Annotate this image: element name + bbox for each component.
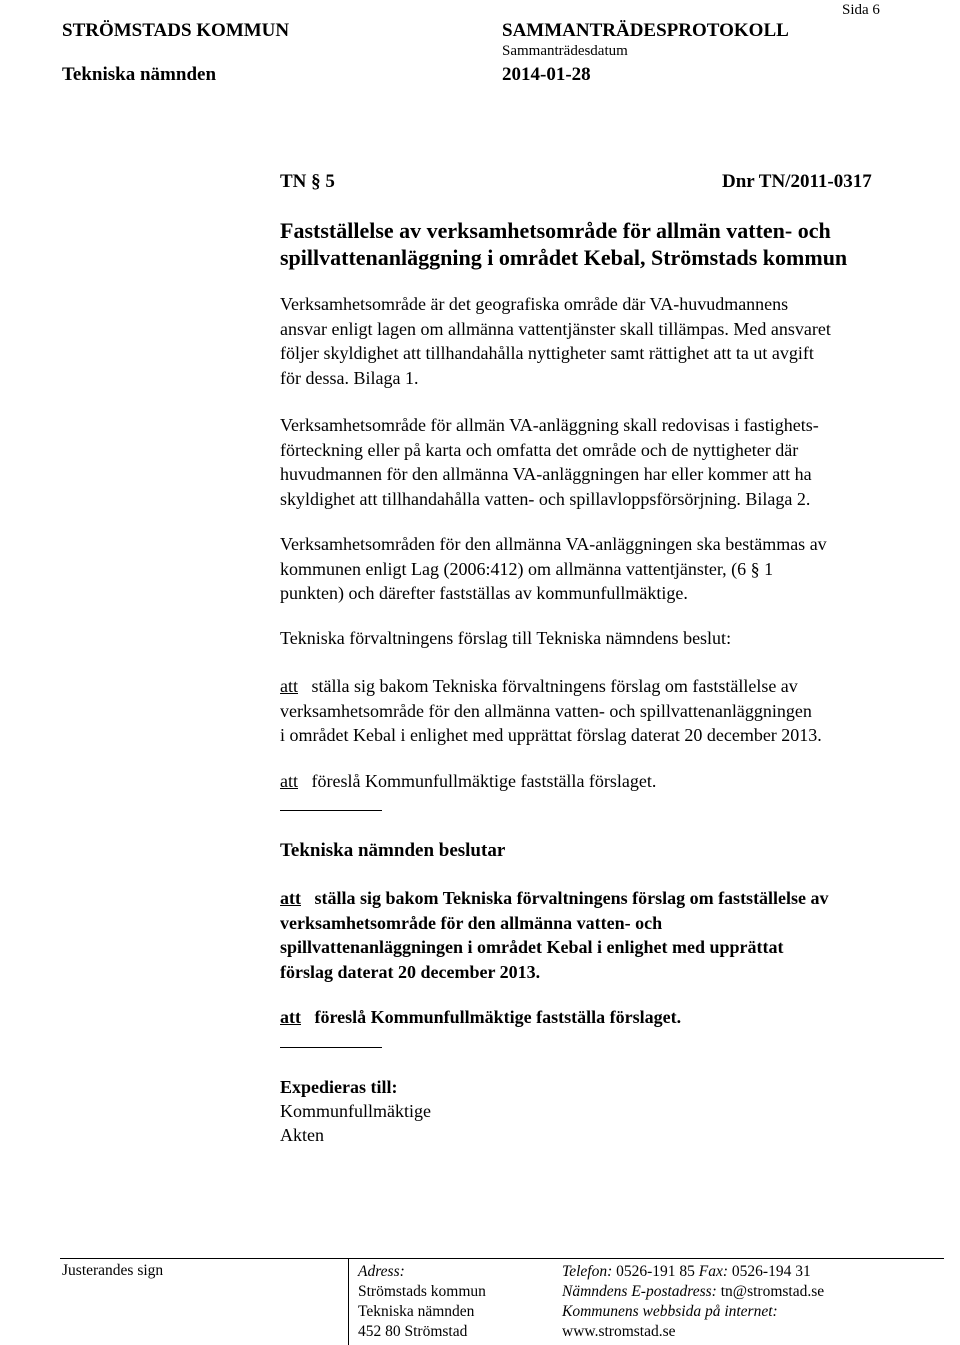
footer-divider	[348, 1258, 349, 1345]
proposal-att-1-line-1: ställa sig bakom Tekniska förvaltningens förslag om fastställelse av	[311, 676, 798, 696]
item-number: TN § 5	[280, 171, 335, 192]
page-number: Sida 6	[842, 2, 880, 18]
diary-number: Dnr TN/2011-0317	[722, 171, 872, 192]
item-title-line-1: Fastställelse av verksamhetsområde för allmän vatten- och	[280, 218, 831, 243]
address-line: Strömstads kommun	[358, 1283, 486, 1300]
paragraph-3	[280, 532, 827, 606]
committee-name: Tekniska nämnden	[62, 64, 217, 85]
fax-label: Fax:	[698, 1263, 729, 1280]
paragraph-line: Verksamhetsområden för den allmänna VA-anläggningen ska bestämmas av	[280, 534, 827, 554]
paragraph-line: punkten) och därefter fastställas av kommunfullmäktige.	[280, 583, 688, 603]
address-line: 452 80 Strömstad	[358, 1323, 468, 1340]
proposal-att-1	[280, 674, 822, 748]
decision-att-1-line-1: ställa sig bakom Tekniska förvaltningens förslag om fastställelse av	[314, 888, 829, 908]
att-keyword: att	[280, 1007, 301, 1027]
paragraph-line: huvudmannen för den allmänna VA-anläggningen har eller kommer att ha	[280, 464, 812, 484]
proposal-att-2-text: föreslå Kommunfullmäktige fastställa förslaget.	[311, 771, 657, 791]
decision-att-1-line-4: förslag daterat 20 december 2013.	[280, 961, 541, 982]
recipient: Kommunfullmäktige	[280, 1101, 431, 1121]
decision-att-1-line-2: verksamhetsområde för den allmänna vatten- och	[280, 912, 663, 933]
decision-att-1-line-3: spillvattenanläggningen i området Kebal i enlighet med upprättat	[280, 937, 784, 957]
decision-att-2	[280, 1005, 681, 1030]
footer-top-rule	[60, 1258, 944, 1259]
org-name: STRÖMSTADS KOMMUN	[62, 20, 290, 41]
item-title-line-2: spillvattenanläggning i området Kebal, Strömstads kommun	[280, 245, 848, 270]
paragraph-1	[280, 292, 831, 390]
recipient: Akten	[280, 1125, 324, 1145]
paragraph-line: skyldighet att tillhandahålla vatten- och spillavloppsförsörjning. Bilaga 2.	[280, 488, 811, 509]
address-label: Adress:	[358, 1263, 405, 1280]
decision-att-2-text: föreslå Kommunfullmäktige fastställa förslaget.	[314, 1007, 682, 1027]
att-keyword: att	[280, 676, 298, 696]
phone-number: 0526-191 85	[616, 1263, 695, 1280]
paragraph-2	[280, 413, 819, 511]
date-label: Sammanträdesdatum	[502, 43, 628, 59]
email-label: Nämndens E-postadress:	[562, 1283, 717, 1300]
separator-line	[280, 810, 382, 811]
email-line	[562, 1283, 824, 1301]
paragraph-line: följer skyldighet att tillhandahålla nyttigheter samt rättighet att ta ut avgift	[280, 343, 814, 363]
paragraph-line: Verksamhetsområde för allmän VA-anläggning skall redovisas i fastighets-	[280, 415, 819, 435]
proposal-heading: Tekniska förvaltningens förslag till Tekniska nämndens beslut:	[280, 628, 732, 648]
expedieras-label: Expedieras till:	[280, 1077, 398, 1097]
fax-number: 0526-194 31	[731, 1263, 811, 1280]
phone-label: Telefon:	[562, 1263, 613, 1280]
proposal-att-1-line-3: i området Kebal i enlighet med upprättat förslag daterat 20 december 2013.	[280, 725, 822, 745]
proposal-att-1-line-2: verksamhetsområde för den allmänna vatten- och spillvattenanläggningen	[280, 700, 812, 721]
decision-heading: Tekniska nämnden beslutar	[280, 840, 506, 861]
paragraph-line: kommunen enligt Lag (2006:412) om allmänna vattentjänster, (6 § 1	[280, 558, 774, 579]
paragraph-line: Verksamhetsområde är det geografiska område där VA-huvudmannens	[280, 294, 789, 314]
web-link[interactable]: www.stromstad.se	[562, 1323, 676, 1340]
att-keyword: att	[280, 771, 298, 791]
proposal-att-2	[280, 769, 656, 794]
sign-label: Justerandes sign	[62, 1262, 164, 1279]
meeting-date: 2014-01-28	[502, 64, 591, 85]
paragraph-line: för dessa. Bilaga 1.	[280, 367, 419, 388]
phone-fax	[562, 1263, 811, 1281]
att-keyword: att	[280, 888, 301, 908]
document-type: SAMMANTRÄDESPROTOKOLL	[502, 20, 789, 41]
paragraph-line: ansvar enligt lagen om allmänna vattentjänster skall tillämpas. Med ansvaret	[280, 318, 831, 339]
web-label: Kommunens webbsida på internet:	[562, 1303, 778, 1320]
paragraph-line: förteckning eller på karta och omfatta det område och de nyttigheter där	[280, 439, 799, 460]
email-address[interactable]: tn@stromstad.se	[720, 1283, 825, 1300]
decision-att-1	[280, 886, 829, 984]
separator-line	[280, 1047, 382, 1048]
address-line: Tekniska nämnden	[358, 1303, 475, 1320]
